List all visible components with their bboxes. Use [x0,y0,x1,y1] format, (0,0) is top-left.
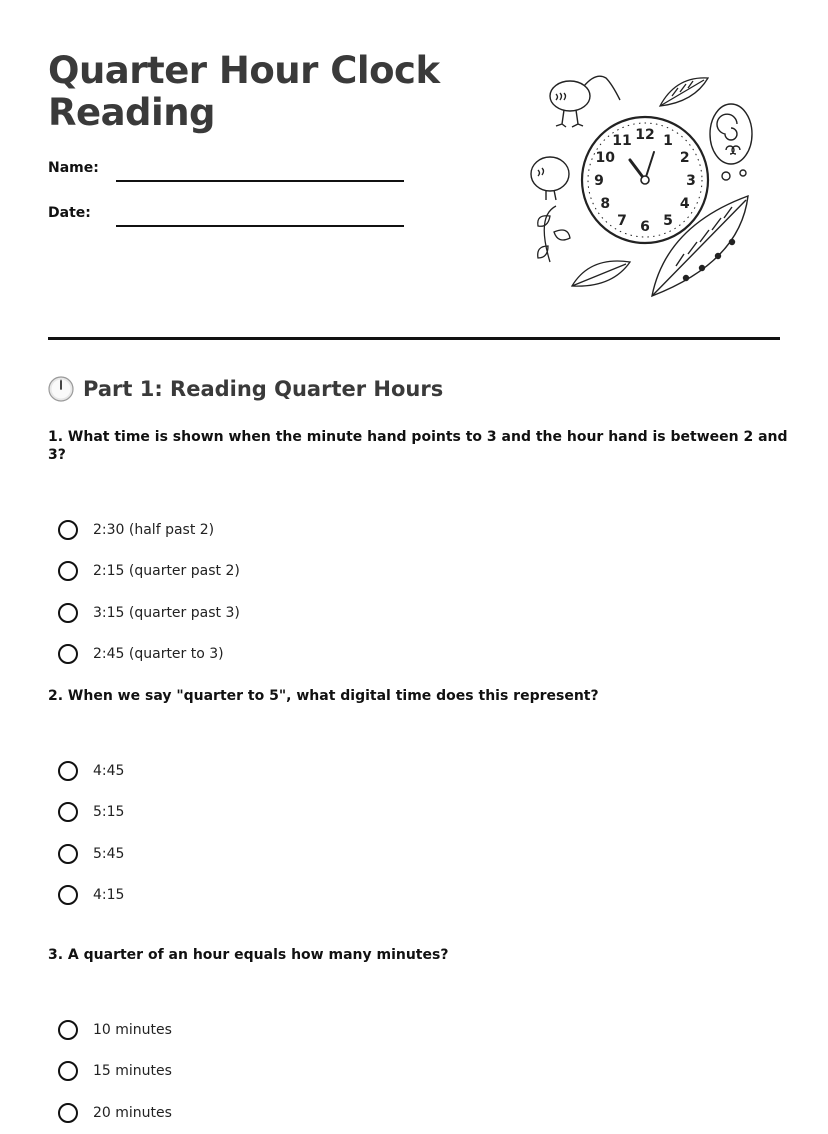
answer-option[interactable] [48,592,808,634]
answer-option[interactable] [48,1092,808,1134]
radio-button[interactable] [58,1061,78,1081]
option-label: 2:15 (quarter past 2) [93,563,240,580]
option-label: 5:15 [93,804,125,821]
koru-icon [710,104,752,180]
option-label: 4:45 [93,762,125,779]
option-label: 10 minutes [93,1021,172,1038]
radio-button[interactable] [58,603,78,623]
answer-option[interactable] [48,551,808,593]
clock-numeral: 5 [663,212,673,229]
answer-option[interactable] [48,1051,808,1093]
clock-numeral: 10 [595,150,615,166]
radio-button[interactable] [58,520,78,540]
kiwi-bird-icon [550,76,620,127]
option-label: 2:45 (quarter to 3) [93,646,224,663]
option-label: 5:45 [93,845,125,862]
clock-numeral: 8 [600,196,611,212]
name-label: Name: [48,160,99,176]
worksheet-title: Quarter Hour Clock Reading [48,49,440,134]
clock-numeral: 1 [663,133,673,150]
question-text: 2. When we say "quarter to 5", what digital time does this represent? [48,688,599,704]
radio-button[interactable] [58,802,78,822]
analog-clock [582,117,708,243]
clock-illustration [526,66,762,302]
option-label: 3:15 (quarter past 3) [93,604,240,621]
name-write-line[interactable] [116,180,404,182]
radio-button[interactable] [58,761,78,781]
answer-option[interactable] [48,750,808,792]
clock-numeral: 3 [686,173,696,189]
option-label: 2:30 (half past 2) [93,521,215,538]
question-text: 1. What time is shown when the minute hand points to 3 and the hour hand is between 2 and 3? [48,429,788,463]
answer-option[interactable] [48,792,808,834]
section-divider [48,337,780,340]
question-2 [48,687,808,916]
clock-numeral: 4 [679,196,690,212]
clock-numeral: 2 [679,150,690,166]
section-title: Part 1: Reading Quarter Hours [83,377,444,401]
answer-option[interactable] [48,509,808,551]
radio-button[interactable] [58,885,78,905]
answer-option[interactable] [48,1009,808,1051]
clock-numeral: 9 [594,173,604,189]
answer-options [48,509,808,675]
radio-button[interactable] [58,1103,78,1123]
clock-numeral: 7 [617,212,627,229]
answer-options [48,1009,808,1134]
feather-icon [660,78,708,106]
date-field [48,203,408,227]
radio-button[interactable] [58,1020,78,1040]
section-header [48,374,443,404]
date-write-line[interactable] [116,225,404,227]
answer-option[interactable] [48,634,808,676]
option-label: 4:15 [93,887,125,904]
answer-option[interactable] [48,875,808,917]
answer-options [48,750,808,916]
question-1 [48,428,808,675]
option-label: 20 minutes [93,1104,172,1121]
clock-numeral: 12 [635,127,655,143]
radio-button[interactable] [58,644,78,664]
clock-numeral: 11 [612,133,632,150]
kiwi-bird-small-icon [531,157,569,200]
date-label: Date: [48,205,91,221]
answer-option[interactable] [48,833,808,875]
option-label: 15 minutes [93,1063,172,1080]
radio-button[interactable] [58,561,78,581]
question-3 [48,946,808,1134]
radio-button[interactable] [58,844,78,864]
question-text: 3. A quarter of an hour equals how many minutes? [48,947,449,963]
clock-icon [48,376,74,402]
clock-numeral: 6 [640,219,650,235]
name-field [48,158,408,182]
